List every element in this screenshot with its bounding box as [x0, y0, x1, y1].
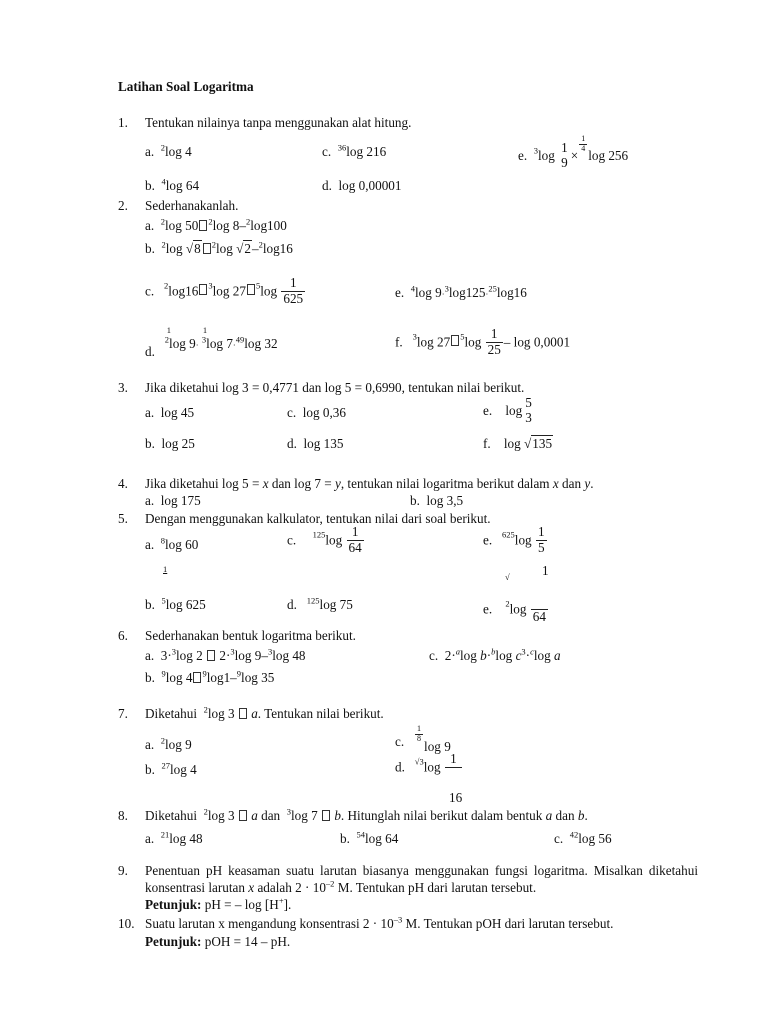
fragment-mark: √	[505, 572, 510, 582]
q2-item-e: e. $^4$log 9·$^3$log125·$^{25}$log16	[395, 283, 527, 300]
q5-item-e2: e. $^2$log 64	[483, 594, 549, 624]
question-number: 10.	[118, 916, 135, 931]
q6-item-c: c. 2·$^a$log b·$^b$log $c^3\cdot^c\log$ a	[429, 646, 561, 663]
q3-item-b: b. log 25	[145, 436, 195, 451]
fragment-mark: 1	[163, 564, 168, 574]
hint-label: Petunjuk:	[145, 934, 202, 949]
q7-item-a: a. $^2$log 9	[145, 735, 192, 752]
q6-item-a: a. 3·$^3$log 2 2·$^3$log 9–$^3$log 48	[145, 646, 306, 663]
question-number: 9.	[118, 863, 128, 878]
q2-item-c: c. $^2$log16 $^3$log 27 $^5$log $\frac{1}{625}$	[145, 275, 304, 306]
question-text: Sederhanakanlah.	[145, 198, 239, 213]
question-text: Dengan menggunakan kalkulator, tentukan nilai dari soal berikut.	[145, 511, 491, 526]
q4-item-b: b. log 3,5	[410, 493, 464, 508]
question-number: 1.	[118, 115, 128, 130]
page-title: Latihan Soal Logaritma	[118, 79, 254, 94]
q3-item-f: f. log √135	[483, 436, 553, 451]
question-number: 7.	[118, 706, 128, 721]
q2-item-b: b. $^2$log √8 $^2$log √2–$^2$log16	[145, 239, 293, 256]
hint: Petunjuk: pOH = 14 – pH.	[145, 934, 291, 949]
q7-item-c: c. $\frac{1}{8}$ log 9	[395, 724, 451, 754]
q7-item-d: d. $^{√3}$log 1	[395, 752, 463, 782]
q1-item-e: e. $^3$log 1 9 × $\frac{1}{4}$ log 256	[518, 134, 629, 170]
q1-item-b: b. $^4$log 64	[145, 176, 200, 193]
question-text: Diketahui $^2$log 3 a. Tentukan nilai berikut.	[145, 704, 384, 721]
q2-item-a: a. $^2$log 50 $^2$log 8–$^2$log100	[145, 216, 287, 233]
q5-item-e1: e. $^{625}$log $\frac{1}{5}$	[483, 524, 545, 555]
hint-label: Petunjuk:	[145, 897, 202, 913]
question-text: Diketahui $^2$log 3 a dan $^3$log 7 b. Hitunglah nilai berikut dalam bentuk a dan b.	[145, 806, 588, 823]
question-number: 8.	[118, 808, 128, 823]
q3-item-a: a. log 45	[145, 405, 195, 420]
question-text: Penentuan pH keasaman suatu larutan biasanya menggunakan fungsi logaritma. Misalkan diketahui konsentrasi larutan x adalah $2 \cdot 10^{-2}$ M. Tentukan pH dari larutan tersebut. Petunjuk: pH = – log [H+].	[145, 863, 698, 913]
question-number: 3.	[118, 380, 128, 395]
q3-item-d: d. log 135	[287, 436, 344, 451]
q6-item-b: b. $^9$log 4 $^9$log1–$^9$log 35	[145, 668, 275, 685]
question-number: 4.	[118, 476, 128, 491]
q1-item-a: a. $^2$log 4	[145, 142, 192, 159]
q3-item-c: c. log 0,36	[287, 405, 346, 420]
question-text: Tentukan nilainya tanpa menggunakan alat hitung.	[145, 115, 412, 130]
q7-item-b: b. $^{27}$log 4	[145, 760, 197, 777]
q4-item-a: a. log 175	[145, 493, 201, 508]
q3-item-e: e. log 5 3	[483, 395, 532, 425]
q5-item-a: a. $^8$log 60	[145, 535, 199, 552]
question-number: 5.	[118, 511, 128, 526]
q7-item-d-denominator: 16	[449, 790, 463, 805]
q8-item-a: a. $^{21}$log 48	[145, 829, 203, 846]
question-number: 6.	[118, 628, 128, 643]
q1-item-c: c. $^{36}$log 216	[322, 142, 387, 159]
question-text: Jika diketahui log 5 = x dan log 7 = y, tentukan nilai logaritma berikut dalam x dan y.	[145, 476, 594, 491]
question-text: Suatu larutan x mengandung konsentrasi $2 \cdot 10^{-3}$ M. Tentukan pOH dari larutan tersebut.	[145, 914, 614, 931]
q5-item-b: b. $^5$log 625	[145, 595, 206, 612]
question-number: 2.	[118, 198, 128, 213]
question-text: Sederhanakan bentuk logaritma berikut.	[145, 628, 356, 643]
q5-item-d: d. $^{125}$log 75	[287, 595, 353, 612]
question-text: Jika diketahui log 3 = 0,4771 dan log 5 = 0,6990, tentukan nilai berikut.	[145, 380, 525, 395]
fragment-mark: 1	[542, 563, 549, 578]
q1-item-d: d. log 0,00001	[322, 178, 402, 193]
q2-item-f: f. $^3$log 27 $^5$log $\frac{1}{25}$ – log 0,0001	[395, 326, 571, 357]
q2-item-d: d. 1 $^2$log 9· 1 $^3$log 7·$^{49}$log 32	[145, 325, 278, 359]
q8-item-b: b. $^{54}$log 64	[340, 829, 399, 846]
q5-item-c: c. $^{125}$log $\frac{1}{64}$	[287, 524, 362, 555]
q8-item-c: c. $^{42}$log 56	[554, 829, 612, 846]
